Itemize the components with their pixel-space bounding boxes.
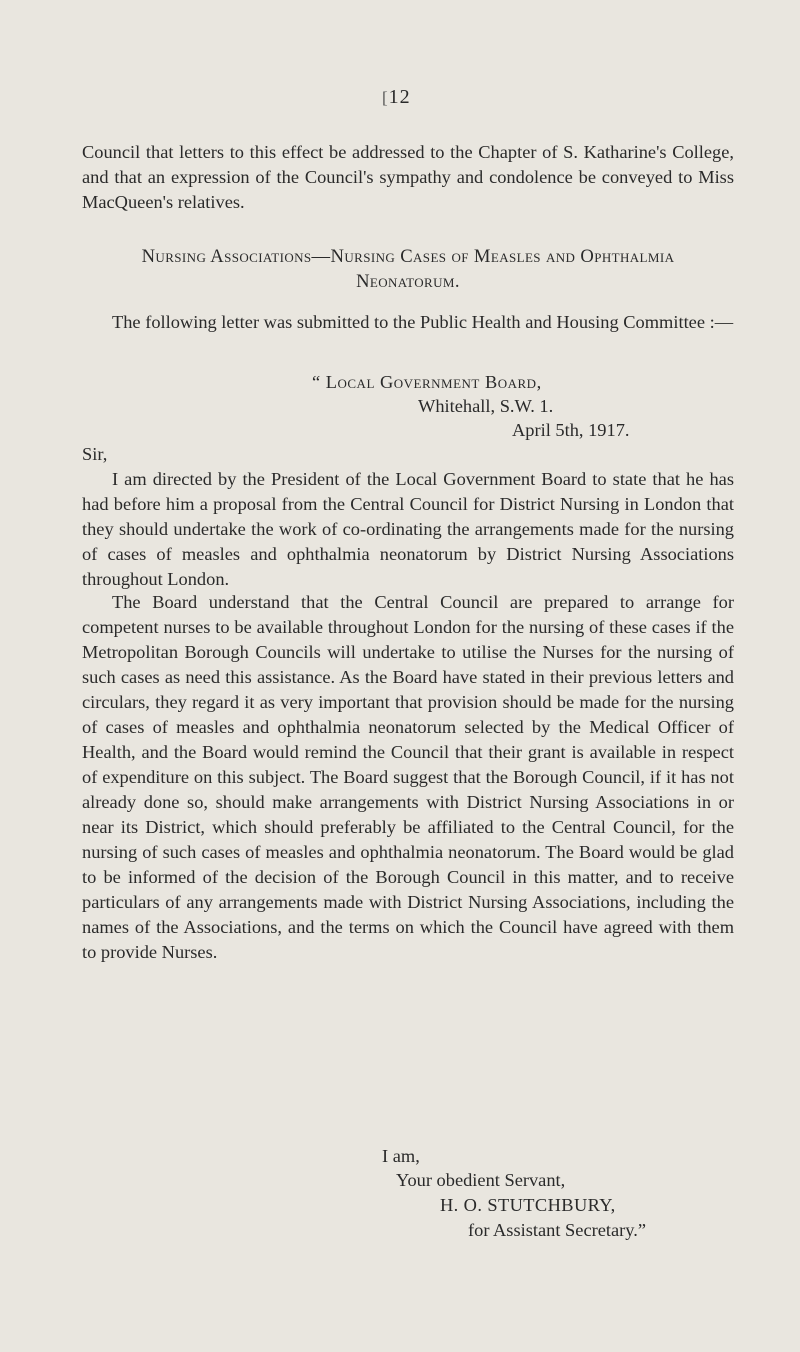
letter-date: April 5th, 1917. [512,420,630,440]
submitted-paragraph: The following letter was submitted to the Public Health and Housing Committee :— [112,312,734,332]
letter-paragraph-1: I am directed by the President of the Local Government Board to state that he has had before him a proposal from the Central Council for District Nursing in London that they should undertake the work of co-ordinating the arrangements made for the nursing of cases of measles and ophthalmia neonatorum by District Nursing Associations throughout London. [82,469,734,589]
page-number: [12 [382,86,411,108]
intro-paragraph: Council that letters to this effect be addressed to the Chapter of S. Katharine's College, and that an expression of the Council's sympathy and condolence be conveyed to Miss MacQueen's relatives. [82,142,734,212]
section-heading-line2: Neonatorum. [356,271,460,292]
letter-signatory: H. O. STUTCHBURY, [440,1195,616,1215]
section-heading [82,244,734,294]
letter-salutation: Sir, [82,444,108,464]
section-heading-line1: Nursing Associations—Nursing Cases of Measles and Ophthalmia [141,246,675,267]
letter-address-line1: “ Local Government Board, [312,372,542,392]
letter-closing-2: Your obedient Servant, [396,1170,566,1190]
letter-signatory-title: for Assistant Secretary.” [468,1220,647,1240]
letter-address-line2: Whitehall, S.W. 1. [418,396,554,416]
letter-paragraph-2: The Board understand that the Central Council are prepared to arrange for competent nurses to be available throughout London for the nursing of these cases if the Metropolitan Borough Councils will undertake to utilise the Nurses for the nursing of such cases as need this assistance. As the Board have stated in their previous letters and circulars, they regard it as very important that provision should be made for the nursing of cases of measles and ophthalmia neonatorum selected by the Medical Officer of Health, and the Board would remind the Council that their grant is available in respect of expenditure on this subject. The Board suggest that the Borough Council, if it has not already done so, should make arrangements with District Nursing Associations in or near its District, which should preferably be affiliated to the Central Council, for the nursing of such cases of measles and ophthalmia neonatorum. The Board would be glad to be informed of the decision of the Borough Council in this matter, and to receive particulars of any arrangements made with District Nursing Associations, including the names of the Associations, and the terms on which the Council have agreed with them to provide Nurses. [82,592,734,962]
letter-closing-1: I am, [382,1146,420,1166]
